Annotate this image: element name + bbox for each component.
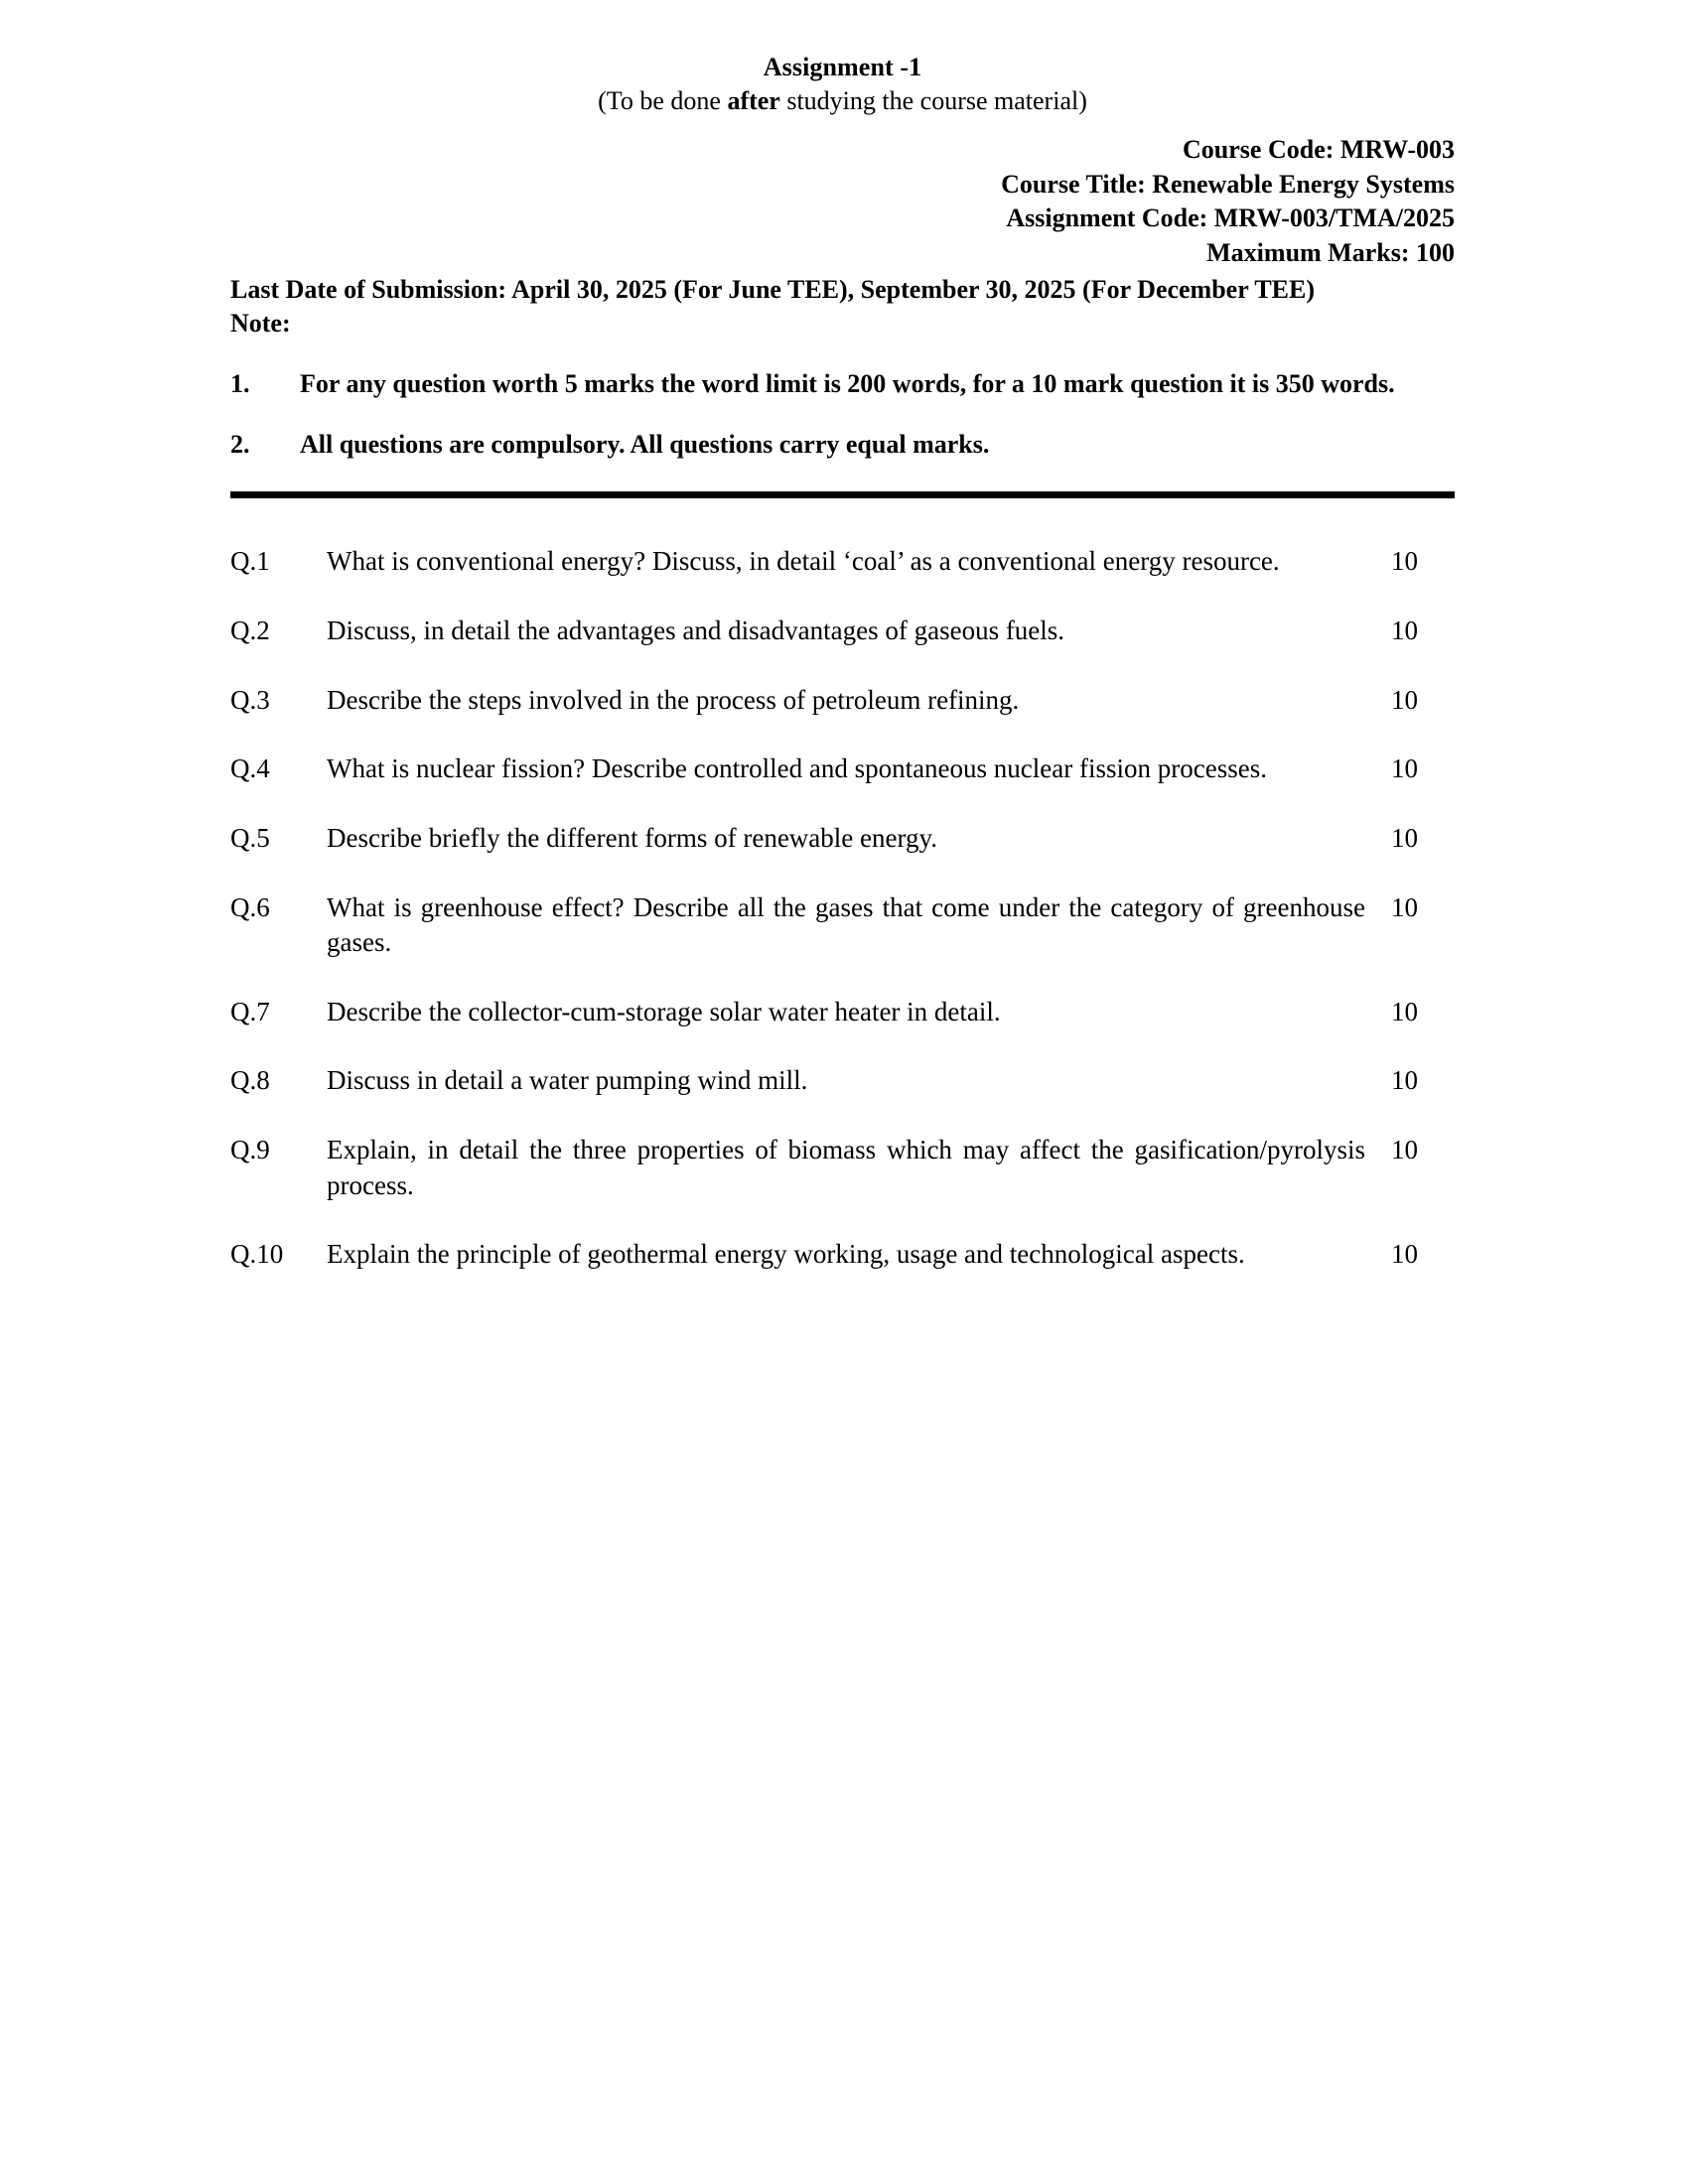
question-label: Q.4 [230, 753, 270, 784]
subtitle-emphasis: after [727, 85, 780, 115]
page-title: Assignment -1 [763, 53, 922, 81]
question-marks: 10 [1391, 1135, 1418, 1165]
note-list [230, 367, 1455, 463]
last-date-of-submission: Last Date of Submission: April 30, 2025 (For June TEE), September 30, 2025 (For December TEE) [230, 274, 1315, 304]
question-text: Discuss, in detail the advantages and disadvantages of gaseous fuels. [327, 615, 1065, 646]
question-row [230, 614, 1455, 649]
question-text: Describe the steps involved in the process of petroleum refining. [327, 684, 1020, 715]
question-row [230, 890, 1455, 961]
question-text: Discuss in detail a water pumping wind mill. [327, 1065, 808, 1096]
question-marks: 10 [1391, 1065, 1418, 1096]
question-row [230, 1237, 1455, 1273]
note-text: For any question worth 5 marks the word limit is 200 words, for a 10 mark question it is 350 words. [300, 368, 1395, 398]
question-text: Describe briefly the different forms of renewable energy. [327, 822, 937, 853]
question-label: Q.7 [230, 996, 270, 1026]
question-row [230, 544, 1455, 580]
question-row [230, 1133, 1455, 1203]
question-label: Q.8 [230, 1065, 270, 1096]
question-label: Q.3 [230, 684, 270, 715]
question-label: Q.5 [230, 822, 270, 853]
question-label: Q.10 [230, 1239, 284, 1270]
question-row [230, 751, 1455, 787]
question-text: What is nuclear fission? Describe controlled and spontaneous nuclear fission processes. [327, 753, 1267, 784]
assignment-code: Assignment Code: MRW-003/TMA/2025 [1006, 204, 1455, 233]
note-label: Note: [230, 309, 291, 339]
question-text: Explain the principle of geothermal energy working, usage and technological aspects. [327, 1239, 1245, 1270]
question-marks: 10 [1391, 891, 1418, 922]
subtitle-suffix: studying the course material) [779, 85, 1087, 115]
question-label: Q.9 [230, 1135, 270, 1165]
question-row [230, 1063, 1455, 1099]
list-item [230, 367, 1455, 402]
question-marks: 10 [1391, 546, 1418, 577]
question-marks: 10 [1391, 753, 1418, 784]
question-marks: 10 [1391, 996, 1418, 1026]
question-label: Q.2 [230, 615, 270, 646]
question-label: Q.6 [230, 891, 270, 922]
question-label: Q.1 [230, 546, 270, 577]
horizontal-divider [230, 491, 1455, 498]
question-row [230, 821, 1455, 857]
note-text: All questions are compulsory. All questions carry equal marks. [300, 429, 990, 459]
question-marks: 10 [1391, 822, 1418, 853]
question-row [230, 995, 1455, 1030]
list-item [230, 428, 1455, 463]
page-subtitle [230, 84, 1455, 118]
question-text: Describe the collector-cum-storage solar water heater in detail. [327, 996, 1001, 1026]
course-code: Course Code: MRW-003 [1183, 135, 1455, 165]
question-marks: 10 [1391, 684, 1418, 715]
subtitle-prefix: (To be done [598, 85, 728, 115]
maximum-marks: Maximum Marks: 100 [1206, 238, 1455, 268]
note-number: 2. [230, 429, 250, 459]
document-content [230, 52, 1455, 1306]
course-metadata [230, 133, 1455, 270]
course-title: Course Title: Renewable Energy Systems [1001, 169, 1455, 199]
question-text: Explain, in detail the three properties of biomass which may affect the gasification/pyrolysis process. [327, 1135, 1365, 1200]
note-number: 1. [230, 368, 250, 398]
question-text: What is conventional energy? Discuss, in detail ‘coal’ as a conventional energy resource. [327, 546, 1280, 577]
question-marks: 10 [1391, 615, 1418, 646]
question-row [230, 683, 1455, 719]
question-list [230, 544, 1455, 1273]
question-text: What is greenhouse effect? Describe all the gases that come under the category of greenhouse gases. [327, 891, 1365, 958]
question-marks: 10 [1391, 1239, 1418, 1270]
